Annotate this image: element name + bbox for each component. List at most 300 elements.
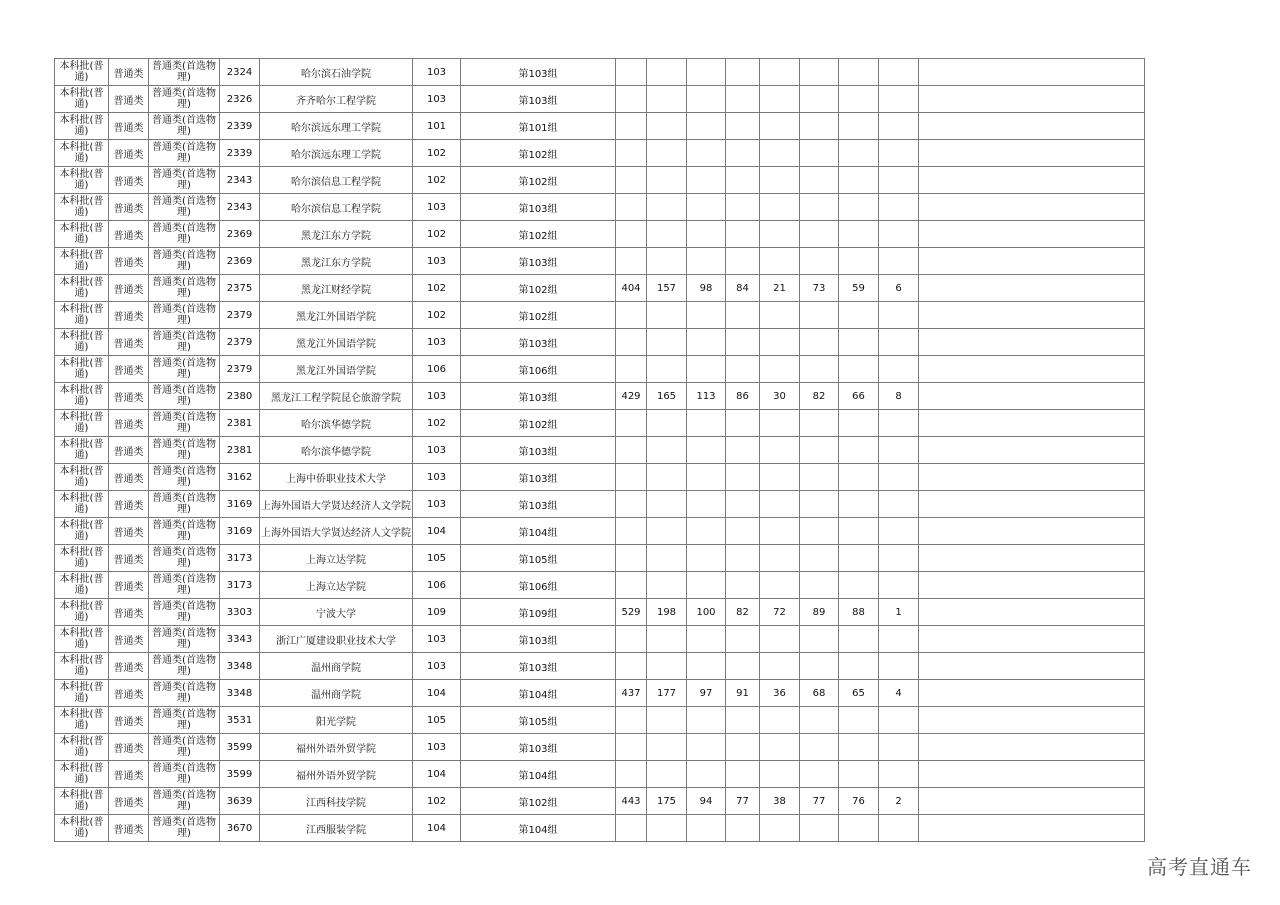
cell-value-7: 65 bbox=[839, 680, 879, 707]
cell-value-6 bbox=[800, 518, 839, 545]
cell-value-6: 89 bbox=[800, 599, 839, 626]
cell-value-6 bbox=[800, 329, 839, 356]
cell-value-2 bbox=[647, 518, 687, 545]
cell-value-2 bbox=[647, 734, 687, 761]
table-row bbox=[55, 329, 1145, 356]
table-row bbox=[55, 815, 1145, 842]
cell-value-5 bbox=[760, 518, 800, 545]
cell-value-8 bbox=[879, 572, 919, 599]
cell-category: 普通类 bbox=[109, 464, 149, 491]
cell-value-6 bbox=[800, 464, 839, 491]
cell-value-3: 113 bbox=[687, 383, 726, 410]
cell-value-8 bbox=[879, 113, 919, 140]
cell-value-7 bbox=[839, 194, 879, 221]
cell-group-code: 105 bbox=[413, 545, 461, 572]
cell-value-2 bbox=[647, 707, 687, 734]
cell-value-8 bbox=[879, 734, 919, 761]
cell-group-name: 第101组 bbox=[461, 113, 616, 140]
cell-subject-type: 普通类(首选物理) bbox=[149, 194, 220, 221]
cell-subject-type: 普通类(首选物理) bbox=[149, 761, 220, 788]
cell-subject-type: 普通类(首选物理) bbox=[149, 464, 220, 491]
cell-value-6: 68 bbox=[800, 680, 839, 707]
cell-value-8 bbox=[879, 167, 919, 194]
cell-value-7 bbox=[839, 356, 879, 383]
cell-value-7 bbox=[839, 572, 879, 599]
cell-subject-type: 普通类(首选物理) bbox=[149, 302, 220, 329]
table-row bbox=[55, 599, 1145, 626]
cell-batch: 本科批(普通) bbox=[55, 464, 109, 491]
cell-value-8 bbox=[879, 59, 919, 86]
cell-value-7 bbox=[839, 113, 879, 140]
cell-value-1 bbox=[616, 329, 647, 356]
cell-school-name: 哈尔滨信息工程学院 bbox=[260, 167, 413, 194]
table-row bbox=[55, 734, 1145, 761]
cell-value-4 bbox=[726, 248, 760, 275]
cell-value-3 bbox=[687, 491, 726, 518]
cell-value-1: 429 bbox=[616, 383, 647, 410]
cell-group-name: 第103组 bbox=[461, 59, 616, 86]
cell-value-2 bbox=[647, 302, 687, 329]
cell-value-2 bbox=[647, 761, 687, 788]
cell-value-2 bbox=[647, 113, 687, 140]
cell-value-7 bbox=[839, 464, 879, 491]
cell-school-name: 哈尔滨信息工程学院 bbox=[260, 194, 413, 221]
cell-batch: 本科批(普通) bbox=[55, 653, 109, 680]
cell-value-2 bbox=[647, 329, 687, 356]
cell-school-code: 2375 bbox=[220, 275, 260, 302]
table-row bbox=[55, 113, 1145, 140]
cell-group-name: 第102组 bbox=[461, 410, 616, 437]
cell-category: 普通类 bbox=[109, 707, 149, 734]
cell-value-5 bbox=[760, 410, 800, 437]
cell-batch: 本科批(普通) bbox=[55, 626, 109, 653]
cell-school-code: 3343 bbox=[220, 626, 260, 653]
cell-empty bbox=[919, 410, 1145, 437]
cell-school-name: 哈尔滨华德学院 bbox=[260, 410, 413, 437]
cell-value-4 bbox=[726, 113, 760, 140]
cell-value-6 bbox=[800, 248, 839, 275]
cell-value-7 bbox=[839, 626, 879, 653]
cell-value-1 bbox=[616, 545, 647, 572]
cell-category: 普通类 bbox=[109, 194, 149, 221]
cell-value-2 bbox=[647, 572, 687, 599]
cell-value-7 bbox=[839, 545, 879, 572]
cell-subject-type: 普通类(首选物理) bbox=[149, 518, 220, 545]
cell-subject-type: 普通类(首选物理) bbox=[149, 221, 220, 248]
cell-category: 普通类 bbox=[109, 221, 149, 248]
cell-group-code: 103 bbox=[413, 59, 461, 86]
cell-value-7: 76 bbox=[839, 788, 879, 815]
cell-group-name: 第102组 bbox=[461, 140, 616, 167]
cell-value-5: 36 bbox=[760, 680, 800, 707]
cell-empty bbox=[919, 383, 1145, 410]
cell-value-3: 97 bbox=[687, 680, 726, 707]
cell-school-name: 福州外语外贸学院 bbox=[260, 734, 413, 761]
cell-subject-type: 普通类(首选物理) bbox=[149, 599, 220, 626]
cell-value-6: 77 bbox=[800, 788, 839, 815]
cell-group-code: 103 bbox=[413, 329, 461, 356]
cell-value-4 bbox=[726, 302, 760, 329]
cell-category: 普通类 bbox=[109, 815, 149, 842]
cell-value-6 bbox=[800, 815, 839, 842]
cell-group-name: 第103组 bbox=[461, 329, 616, 356]
table-row bbox=[55, 86, 1145, 113]
cell-value-2 bbox=[647, 653, 687, 680]
table-row bbox=[55, 491, 1145, 518]
cell-group-name: 第102组 bbox=[461, 788, 616, 815]
cell-subject-type: 普通类(首选物理) bbox=[149, 788, 220, 815]
cell-value-1 bbox=[616, 734, 647, 761]
cell-value-8 bbox=[879, 626, 919, 653]
cell-school-code: 3173 bbox=[220, 572, 260, 599]
cell-value-2: 157 bbox=[647, 275, 687, 302]
table-row bbox=[55, 140, 1145, 167]
cell-value-5: 38 bbox=[760, 788, 800, 815]
cell-school-code: 3599 bbox=[220, 734, 260, 761]
cell-school-code: 2339 bbox=[220, 113, 260, 140]
cell-value-1 bbox=[616, 194, 647, 221]
cell-category: 普通类 bbox=[109, 545, 149, 572]
cell-value-3 bbox=[687, 734, 726, 761]
cell-empty bbox=[919, 788, 1145, 815]
cell-value-7 bbox=[839, 815, 879, 842]
cell-empty bbox=[919, 464, 1145, 491]
cell-group-code: 106 bbox=[413, 356, 461, 383]
cell-batch: 本科批(普通) bbox=[55, 707, 109, 734]
cell-batch: 本科批(普通) bbox=[55, 410, 109, 437]
cell-category: 普通类 bbox=[109, 383, 149, 410]
cell-value-3 bbox=[687, 221, 726, 248]
cell-value-5 bbox=[760, 221, 800, 248]
cell-value-7: 88 bbox=[839, 599, 879, 626]
table-row bbox=[55, 383, 1145, 410]
table-row bbox=[55, 437, 1145, 464]
cell-value-7 bbox=[839, 437, 879, 464]
cell-batch: 本科批(普通) bbox=[55, 680, 109, 707]
cell-value-1: 529 bbox=[616, 599, 647, 626]
cell-value-8 bbox=[879, 761, 919, 788]
cell-school-code: 3348 bbox=[220, 680, 260, 707]
cell-group-name: 第103组 bbox=[461, 491, 616, 518]
cell-value-2 bbox=[647, 545, 687, 572]
cell-value-1 bbox=[616, 248, 647, 275]
cell-group-code: 104 bbox=[413, 761, 461, 788]
cell-school-name: 黑龙江外国语学院 bbox=[260, 302, 413, 329]
cell-value-7 bbox=[839, 518, 879, 545]
cell-category: 普通类 bbox=[109, 572, 149, 599]
cell-group-code: 103 bbox=[413, 653, 461, 680]
cell-value-3 bbox=[687, 626, 726, 653]
cell-subject-type: 普通类(首选物理) bbox=[149, 734, 220, 761]
cell-school-name: 哈尔滨石油学院 bbox=[260, 59, 413, 86]
cell-school-code: 3173 bbox=[220, 545, 260, 572]
cell-school-code: 2324 bbox=[220, 59, 260, 86]
cell-value-8 bbox=[879, 329, 919, 356]
cell-value-4: 82 bbox=[726, 599, 760, 626]
cell-value-3 bbox=[687, 653, 726, 680]
cell-value-3 bbox=[687, 707, 726, 734]
cell-value-3 bbox=[687, 545, 726, 572]
cell-group-code: 103 bbox=[413, 248, 461, 275]
table-row bbox=[55, 410, 1145, 437]
cell-value-4 bbox=[726, 410, 760, 437]
cell-value-2 bbox=[647, 248, 687, 275]
cell-value-1: 404 bbox=[616, 275, 647, 302]
cell-batch: 本科批(普通) bbox=[55, 140, 109, 167]
cell-value-3 bbox=[687, 437, 726, 464]
table-row bbox=[55, 275, 1145, 302]
cell-school-code: 2380 bbox=[220, 383, 260, 410]
cell-value-1 bbox=[616, 707, 647, 734]
table-row bbox=[55, 194, 1145, 221]
cell-group-name: 第102组 bbox=[461, 167, 616, 194]
cell-value-8 bbox=[879, 356, 919, 383]
cell-empty bbox=[919, 167, 1145, 194]
cell-value-3 bbox=[687, 140, 726, 167]
cell-value-4 bbox=[726, 761, 760, 788]
cell-value-1 bbox=[616, 86, 647, 113]
cell-value-2: 177 bbox=[647, 680, 687, 707]
cell-group-code: 103 bbox=[413, 194, 461, 221]
cell-value-4 bbox=[726, 734, 760, 761]
cell-value-1 bbox=[616, 815, 647, 842]
cell-group-name: 第103组 bbox=[461, 626, 616, 653]
cell-group-code: 106 bbox=[413, 572, 461, 599]
cell-value-1 bbox=[616, 221, 647, 248]
cell-value-5 bbox=[760, 302, 800, 329]
cell-empty bbox=[919, 761, 1145, 788]
cell-empty bbox=[919, 653, 1145, 680]
cell-value-4 bbox=[726, 86, 760, 113]
cell-empty bbox=[919, 518, 1145, 545]
cell-value-7: 66 bbox=[839, 383, 879, 410]
cell-batch: 本科批(普通) bbox=[55, 356, 109, 383]
cell-school-name: 哈尔滨华德学院 bbox=[260, 437, 413, 464]
cell-empty bbox=[919, 221, 1145, 248]
cell-empty bbox=[919, 491, 1145, 518]
cell-empty bbox=[919, 437, 1145, 464]
cell-school-name: 黑龙江财经学院 bbox=[260, 275, 413, 302]
cell-batch: 本科批(普通) bbox=[55, 599, 109, 626]
cell-category: 普通类 bbox=[109, 518, 149, 545]
cell-category: 普通类 bbox=[109, 59, 149, 86]
table-row bbox=[55, 221, 1145, 248]
cell-value-2 bbox=[647, 410, 687, 437]
cell-value-8: 4 bbox=[879, 680, 919, 707]
cell-value-3 bbox=[687, 572, 726, 599]
cell-value-7 bbox=[839, 734, 879, 761]
cell-school-name: 黑龙江外国语学院 bbox=[260, 329, 413, 356]
cell-value-8 bbox=[879, 464, 919, 491]
cell-value-4 bbox=[726, 221, 760, 248]
cell-school-code: 2379 bbox=[220, 329, 260, 356]
cell-value-8 bbox=[879, 140, 919, 167]
cell-group-code: 102 bbox=[413, 140, 461, 167]
cell-batch: 本科批(普通) bbox=[55, 329, 109, 356]
cell-empty bbox=[919, 815, 1145, 842]
cell-school-name: 福州外语外贸学院 bbox=[260, 761, 413, 788]
cell-value-3 bbox=[687, 86, 726, 113]
cell-value-4 bbox=[726, 356, 760, 383]
cell-empty bbox=[919, 140, 1145, 167]
cell-value-3 bbox=[687, 302, 726, 329]
cell-empty bbox=[919, 329, 1145, 356]
cell-group-name: 第103组 bbox=[461, 86, 616, 113]
cell-value-1: 437 bbox=[616, 680, 647, 707]
cell-batch: 本科批(普通) bbox=[55, 761, 109, 788]
cell-school-code: 2381 bbox=[220, 410, 260, 437]
cell-group-code: 103 bbox=[413, 383, 461, 410]
cell-value-6 bbox=[800, 545, 839, 572]
cell-value-1 bbox=[616, 491, 647, 518]
cell-value-7 bbox=[839, 410, 879, 437]
watermark: 高考直通车 bbox=[1147, 855, 1252, 879]
cell-group-code: 104 bbox=[413, 815, 461, 842]
cell-value-6 bbox=[800, 491, 839, 518]
cell-value-5 bbox=[760, 194, 800, 221]
cell-group-code: 104 bbox=[413, 680, 461, 707]
cell-value-6 bbox=[800, 626, 839, 653]
cell-value-8 bbox=[879, 491, 919, 518]
cell-school-name: 上海立达学院 bbox=[260, 545, 413, 572]
cell-value-4 bbox=[726, 464, 760, 491]
cell-subject-type: 普通类(首选物理) bbox=[149, 680, 220, 707]
cell-value-2: 165 bbox=[647, 383, 687, 410]
cell-school-name: 江西服装学院 bbox=[260, 815, 413, 842]
cell-value-7 bbox=[839, 653, 879, 680]
cell-value-4: 91 bbox=[726, 680, 760, 707]
cell-category: 普通类 bbox=[109, 113, 149, 140]
cell-school-code: 2369 bbox=[220, 221, 260, 248]
cell-value-6 bbox=[800, 140, 839, 167]
cell-category: 普通类 bbox=[109, 734, 149, 761]
cell-subject-type: 普通类(首选物理) bbox=[149, 653, 220, 680]
cell-empty bbox=[919, 356, 1145, 383]
cell-empty bbox=[919, 626, 1145, 653]
table-row bbox=[55, 545, 1145, 572]
cell-value-3 bbox=[687, 194, 726, 221]
cell-value-8: 6 bbox=[879, 275, 919, 302]
cell-value-4 bbox=[726, 572, 760, 599]
cell-subject-type: 普通类(首选物理) bbox=[149, 59, 220, 86]
table-row bbox=[55, 464, 1145, 491]
cell-empty bbox=[919, 275, 1145, 302]
cell-subject-type: 普通类(首选物理) bbox=[149, 86, 220, 113]
cell-value-6: 73 bbox=[800, 275, 839, 302]
cell-value-4 bbox=[726, 707, 760, 734]
cell-batch: 本科批(普通) bbox=[55, 194, 109, 221]
cell-empty bbox=[919, 734, 1145, 761]
cell-value-4 bbox=[726, 437, 760, 464]
cell-school-code: 3348 bbox=[220, 653, 260, 680]
cell-category: 普通类 bbox=[109, 410, 149, 437]
cell-value-2 bbox=[647, 59, 687, 86]
cell-value-4 bbox=[726, 815, 760, 842]
cell-group-name: 第106组 bbox=[461, 572, 616, 599]
cell-value-8 bbox=[879, 302, 919, 329]
cell-school-name: 上海外国语大学贤达经济人文学院 bbox=[260, 491, 413, 518]
cell-value-5 bbox=[760, 491, 800, 518]
cell-value-1 bbox=[616, 59, 647, 86]
cell-value-6 bbox=[800, 734, 839, 761]
cell-value-5: 30 bbox=[760, 383, 800, 410]
cell-group-name: 第102组 bbox=[461, 275, 616, 302]
cell-value-3 bbox=[687, 518, 726, 545]
table-row bbox=[55, 302, 1145, 329]
cell-value-4 bbox=[726, 545, 760, 572]
cell-school-name: 江西科技学院 bbox=[260, 788, 413, 815]
cell-school-name: 温州商学院 bbox=[260, 653, 413, 680]
cell-value-1 bbox=[616, 761, 647, 788]
cell-value-5: 72 bbox=[760, 599, 800, 626]
cell-group-name: 第104组 bbox=[461, 680, 616, 707]
cell-value-5 bbox=[760, 761, 800, 788]
cell-school-name: 黑龙江东方学院 bbox=[260, 248, 413, 275]
cell-value-4 bbox=[726, 194, 760, 221]
cell-value-5 bbox=[760, 626, 800, 653]
cell-value-1 bbox=[616, 302, 647, 329]
cell-group-code: 105 bbox=[413, 707, 461, 734]
cell-value-6 bbox=[800, 572, 839, 599]
cell-school-code: 3162 bbox=[220, 464, 260, 491]
cell-value-6 bbox=[800, 86, 839, 113]
cell-value-5 bbox=[760, 653, 800, 680]
cell-batch: 本科批(普通) bbox=[55, 275, 109, 302]
cell-value-4 bbox=[726, 518, 760, 545]
cell-group-name: 第104组 bbox=[461, 815, 616, 842]
cell-value-8 bbox=[879, 410, 919, 437]
cell-value-6 bbox=[800, 221, 839, 248]
cell-category: 普通类 bbox=[109, 599, 149, 626]
cell-batch: 本科批(普通) bbox=[55, 734, 109, 761]
cell-subject-type: 普通类(首选物理) bbox=[149, 275, 220, 302]
cell-subject-type: 普通类(首选物理) bbox=[149, 491, 220, 518]
cell-school-name: 黑龙江外国语学院 bbox=[260, 356, 413, 383]
cell-group-code: 103 bbox=[413, 86, 461, 113]
cell-value-8 bbox=[879, 248, 919, 275]
table-row bbox=[55, 707, 1145, 734]
cell-value-3 bbox=[687, 410, 726, 437]
cell-value-8 bbox=[879, 815, 919, 842]
cell-value-7 bbox=[839, 221, 879, 248]
cell-subject-type: 普通类(首选物理) bbox=[149, 572, 220, 599]
cell-batch: 本科批(普通) bbox=[55, 59, 109, 86]
cell-value-8 bbox=[879, 653, 919, 680]
cell-value-3: 94 bbox=[687, 788, 726, 815]
table-body bbox=[55, 59, 1145, 842]
table-row bbox=[55, 761, 1145, 788]
cell-value-2 bbox=[647, 140, 687, 167]
cell-group-name: 第103组 bbox=[461, 383, 616, 410]
cell-value-1 bbox=[616, 410, 647, 437]
cell-value-4 bbox=[726, 329, 760, 356]
cell-value-2 bbox=[647, 437, 687, 464]
cell-subject-type: 普通类(首选物理) bbox=[149, 437, 220, 464]
table-row bbox=[55, 59, 1145, 86]
cell-value-7 bbox=[839, 86, 879, 113]
cell-school-code: 2343 bbox=[220, 194, 260, 221]
cell-value-3 bbox=[687, 761, 726, 788]
cell-subject-type: 普通类(首选物理) bbox=[149, 815, 220, 842]
cell-school-name: 哈尔滨远东理工学院 bbox=[260, 140, 413, 167]
cell-value-4 bbox=[726, 626, 760, 653]
cell-school-code: 3169 bbox=[220, 491, 260, 518]
cell-school-code: 2381 bbox=[220, 437, 260, 464]
cell-value-5 bbox=[760, 437, 800, 464]
cell-value-1 bbox=[616, 653, 647, 680]
cell-value-6 bbox=[800, 437, 839, 464]
cell-empty bbox=[919, 248, 1145, 275]
